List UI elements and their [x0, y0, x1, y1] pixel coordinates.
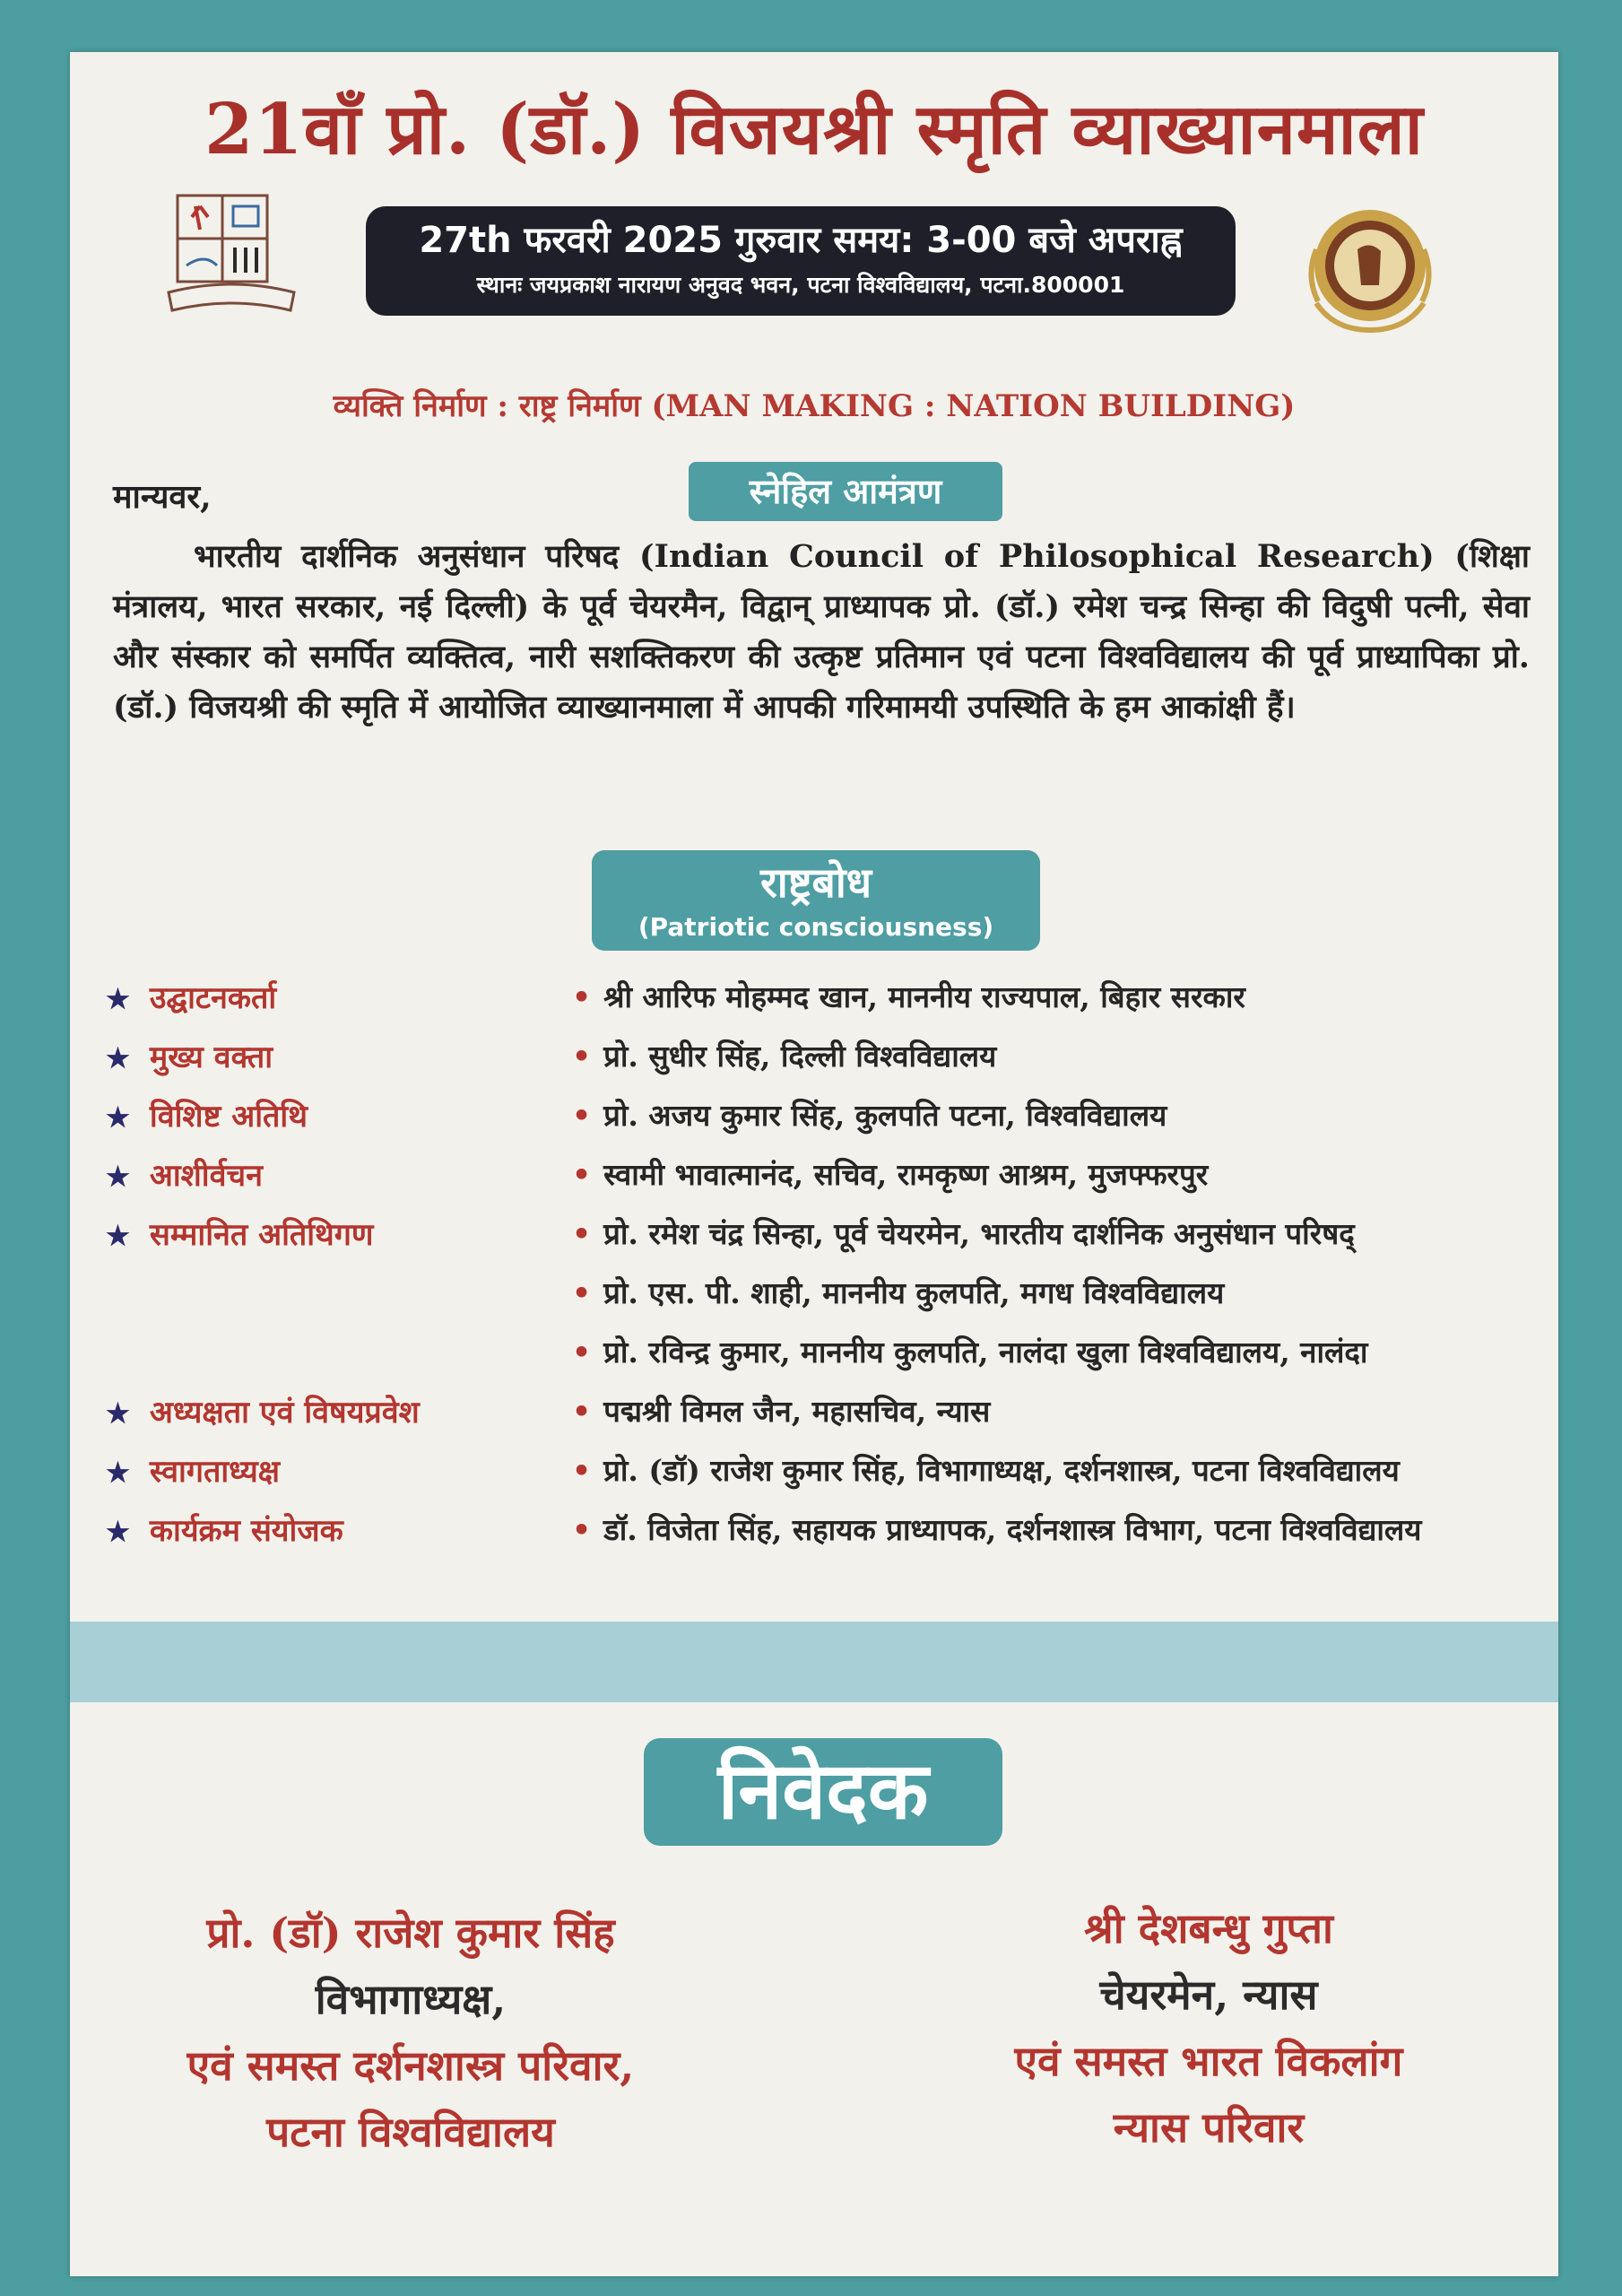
program-role: ★ आशीर्वचन	[106, 1158, 263, 1194]
bullet-icon: •	[572, 1512, 592, 1547]
bullet-icon: •	[572, 1098, 592, 1133]
program-role: ★ सम्मानित अतिथिगण	[106, 1217, 374, 1253]
program-person: • श्री आरिफ मोहम्मद खान, माननीय राज्यपाल, बिहार सरकार	[572, 979, 1245, 1014]
signatory-group: एवं समस्त भारत विकलांग	[1014, 2037, 1403, 2085]
greeting: मान्यवर,	[113, 478, 212, 516]
program-person: • पद्मश्री विमल जैन, महासचिव, न्यास	[572, 1394, 991, 1429]
program-person: • प्रो. सुधीर सिंह, दिल्ली विश्वविद्यालय	[572, 1039, 997, 1074]
requester-badge: निवेदक	[644, 1738, 1002, 1846]
signatory-institution: न्यास परिवार	[1113, 2103, 1305, 2152]
program-row	[106, 1449, 1558, 1503]
invitation-body: भारतीय दार्शनिक अनुसंधान परिषद (Indian Council of Philosophical Research) (शिक्षा मंत्रालय, भारत सरकार, नई दिल्ली) के पूर्व चेयरमैन, विद्वान् प्राध्यापक प्रो. (डॉ.) रमेश चन्द्र सिन्हा की विदुषी पत्नी, सेवा और संस्कार को समर्पित व्यक्तित्व, नारी सशक्तिकरण की उत्कृष्ट प्रतिमान एवं पटना विश्वविद्यालय की पूर्व प्राध्यापिका प्रो. (डॉ.) विजयश्री की स्मृति में आयोजित व्याख्यानमाला में आपकी गरिमामयी उपस्थिति के हम आकांक्षी हैं।	[113, 538, 1530, 726]
star-icon: ★	[106, 1517, 130, 1548]
program-person: • डॉ. विजेता सिंह, सहायक प्राध्यापक, दर्शनशास्त्र विभाग, पटना विश्वविद्यालय	[572, 1512, 1422, 1547]
signatory-name: प्रो. (डॉ) राजेश कुमार सिंह	[206, 1909, 615, 1957]
invitation-card	[70, 52, 1558, 2276]
page-title: 21वाँ प्रो. (डॉ.) विजयश्री स्मृति व्याख्यानमाला	[204, 89, 1424, 170]
star-icon: ★	[106, 1221, 130, 1252]
program-person: • प्रो. एस. पी. शाही, माननीय कुलपति, मगध विश्वविद्यालय	[572, 1275, 1225, 1310]
star-icon: ★	[106, 984, 130, 1015]
trust-emblem-icon	[1298, 196, 1442, 339]
program-role: ★ स्वागताध्यक्ष	[106, 1454, 281, 1490]
program-role: ★ अध्यक्षता एवं विषयप्रवेश	[106, 1395, 420, 1431]
bullet-icon: •	[572, 1453, 592, 1488]
bullet-icon: •	[572, 1039, 592, 1074]
program-row	[106, 1094, 1558, 1148]
program-person: • प्रो. रविन्द्र कुमार, माननीय कुलपति, नालंदा खुला विश्वविद्यालय, नालंदा	[572, 1335, 1368, 1370]
star-icon: ★	[106, 1161, 130, 1193]
bullet-icon: •	[572, 1394, 592, 1429]
program-row	[106, 1390, 1558, 1444]
topic-title: राष्ट्रबोध	[759, 858, 872, 907]
star-icon: ★	[106, 1457, 130, 1489]
star-icon: ★	[106, 1043, 130, 1074]
topic-badge	[592, 850, 1040, 951]
topic-subtitle: (Patriotic consciousness)	[638, 912, 994, 942]
signatory-group: एवं समस्त दर्शनशास्त्र परिवार,	[186, 2041, 635, 2090]
program-role: ★ उद्घाटनकर्ता	[106, 980, 277, 1016]
section-divider	[70, 1622, 1558, 1702]
event-theme: व्यक्ति निर्माण : राष्ट्र निर्माण (MAN MAKING : NATION BUILDING)	[333, 388, 1296, 424]
program-role: ★ कार्यक्रम संयोजक	[106, 1513, 343, 1549]
signatory-designation: चेयरमेन, न्यास	[1099, 1970, 1318, 2019]
signatory-institution: पटना विश्वविद्यालय	[266, 2108, 555, 2156]
program-row	[106, 1213, 1558, 1266]
program-person: • प्रो. अजय कुमार सिंह, कुलपति पटना, विश्वविद्यालय	[572, 1098, 1167, 1133]
university-emblem-icon	[160, 187, 303, 321]
program-row	[106, 1035, 1558, 1089]
signatory-left	[124, 1900, 698, 2165]
star-icon: ★	[106, 1102, 130, 1134]
bullet-icon: •	[572, 1157, 592, 1192]
bullet-icon: •	[572, 1216, 592, 1251]
program-row	[106, 1272, 1558, 1326]
program-person: • प्रो. रमेश चंद्र सिन्हा, पूर्व चेयरमेन, भारतीय दार्शनिक अनुसंधान परिषद्	[572, 1216, 1355, 1251]
signatory-name: श्री देशबन्धु गुप्ता	[1084, 1904, 1333, 1952]
signatory-right	[940, 1895, 1478, 2161]
program-person: • प्रो. (डॉ) राजेश कुमार सिंह, विभागाध्यक्ष, दर्शनशास्त्र, पटना विश्वविद्यालय	[572, 1453, 1400, 1488]
invitation-badge: स्नेहिल आमंत्रण	[689, 462, 1002, 521]
program-role: ★ विशिष्ट अतिथि	[106, 1099, 308, 1135]
star-icon: ★	[106, 1398, 130, 1430]
event-date-venue-bar	[366, 206, 1236, 316]
program-row	[106, 976, 1558, 1030]
program-role: ★ मुख्य वक्ता	[106, 1039, 273, 1075]
signatory-designation: विभागाध्यक्ष,	[315, 1975, 507, 2023]
program-row	[106, 1153, 1558, 1207]
program-row	[106, 1331, 1558, 1385]
event-date-time: 27th फरवरी 2025 गुरुवार समय: 3-00 बजे अपराह्न	[419, 220, 1183, 261]
program-person: • स्वामी भावात्मानंद, सचिव, रामकृष्ण आश्रम, मुजफ्फरपुर	[572, 1157, 1209, 1192]
bullet-icon: •	[572, 1275, 592, 1310]
bullet-icon: •	[572, 1335, 592, 1370]
program-row	[106, 1509, 1558, 1562]
event-venue: स्थानः जयप्रकाश नारायण अनुवद भवन, पटना विश्वविद्यालय, पटना.800001	[476, 272, 1125, 298]
bullet-icon: •	[572, 979, 592, 1014]
